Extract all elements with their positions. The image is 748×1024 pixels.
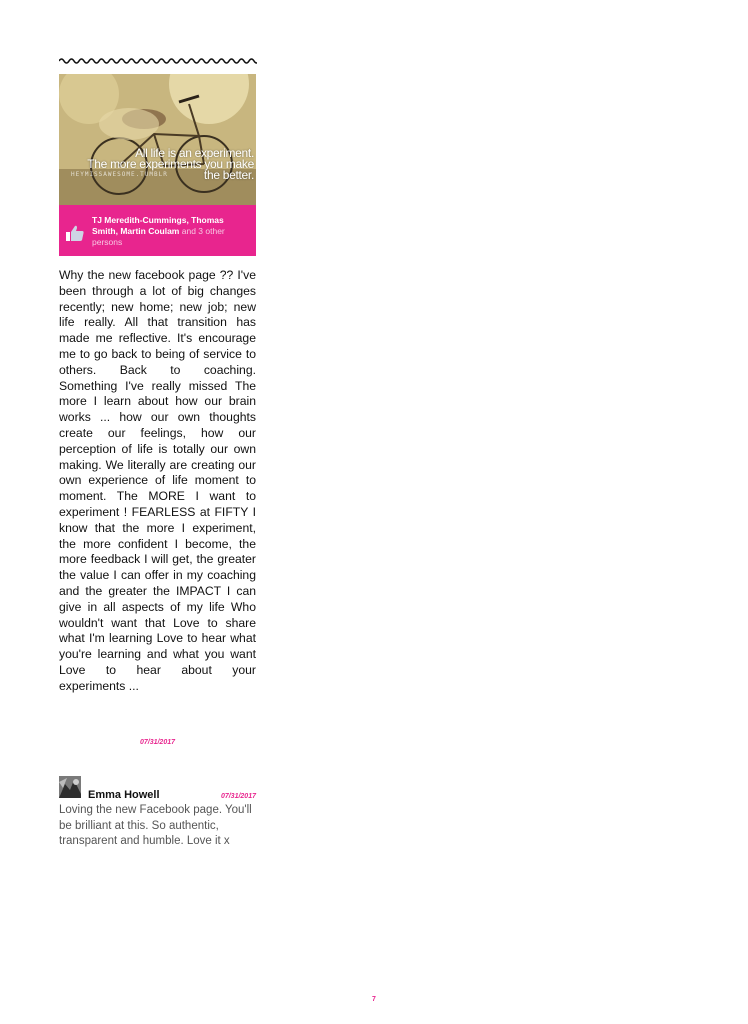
liker-more[interactable]: and 3 other persons xyxy=(92,226,225,247)
quote-line-2: The more experiments you make xyxy=(87,157,254,171)
post-body: Why the new facebook page ?? I've been through a lot of big changes recently; new home; new job; new life really. All that transition has made me reflective. It's encourage me to go back to being of service to others. Back to coaching. Something I've really missed The more I learn about how our brain works ... how our own thoughts create our feelings, how our perception of life is totally our own making. We literally are creating our own experience of life moment to moment. The MORE I want to experiment ! FEARLESS at FIFTY I know that the more I experiment, the more confident I become, the more feedback I will get, the greater the value I can offer in my coaching and the greater the IMPACT I can give in all aspects of my life Who wouldn't want that Love to share what I'm learning Love to hear what you're learning and what you want Love to hear about your experiments ... xyxy=(59,268,256,693)
quote-line-3: the better. xyxy=(203,168,254,182)
liker-names[interactable]: TJ Meredith-Cummings, Thomas Smith, Martin Coulam xyxy=(92,215,224,236)
comment-author[interactable]: Emma Howell xyxy=(88,789,160,801)
post-photo[interactable] xyxy=(59,74,256,205)
page-number: 7 xyxy=(372,996,376,1003)
likes-text xyxy=(92,215,252,248)
wavy-divider xyxy=(59,55,257,67)
photo-watermark: HEYMISSAWESOME.TUMBLR xyxy=(71,171,168,178)
comment-date: 07/31/2017 xyxy=(220,793,256,800)
thumbs-up-icon xyxy=(66,225,84,241)
photo-quote xyxy=(59,148,254,181)
post-date: 07/31/2017 xyxy=(139,739,176,746)
avatar-image xyxy=(59,776,81,798)
post-image-card xyxy=(59,74,256,256)
avatar[interactable] xyxy=(59,776,81,798)
quote-line-1: All life is an experiment. xyxy=(135,146,254,160)
comment-text: Loving the new Facebook page. You'll be brilliant at this. So authentic, transparent and humble. Love it x xyxy=(59,804,252,847)
bicycle-photo-image xyxy=(59,74,256,205)
likes-bar xyxy=(59,205,256,256)
